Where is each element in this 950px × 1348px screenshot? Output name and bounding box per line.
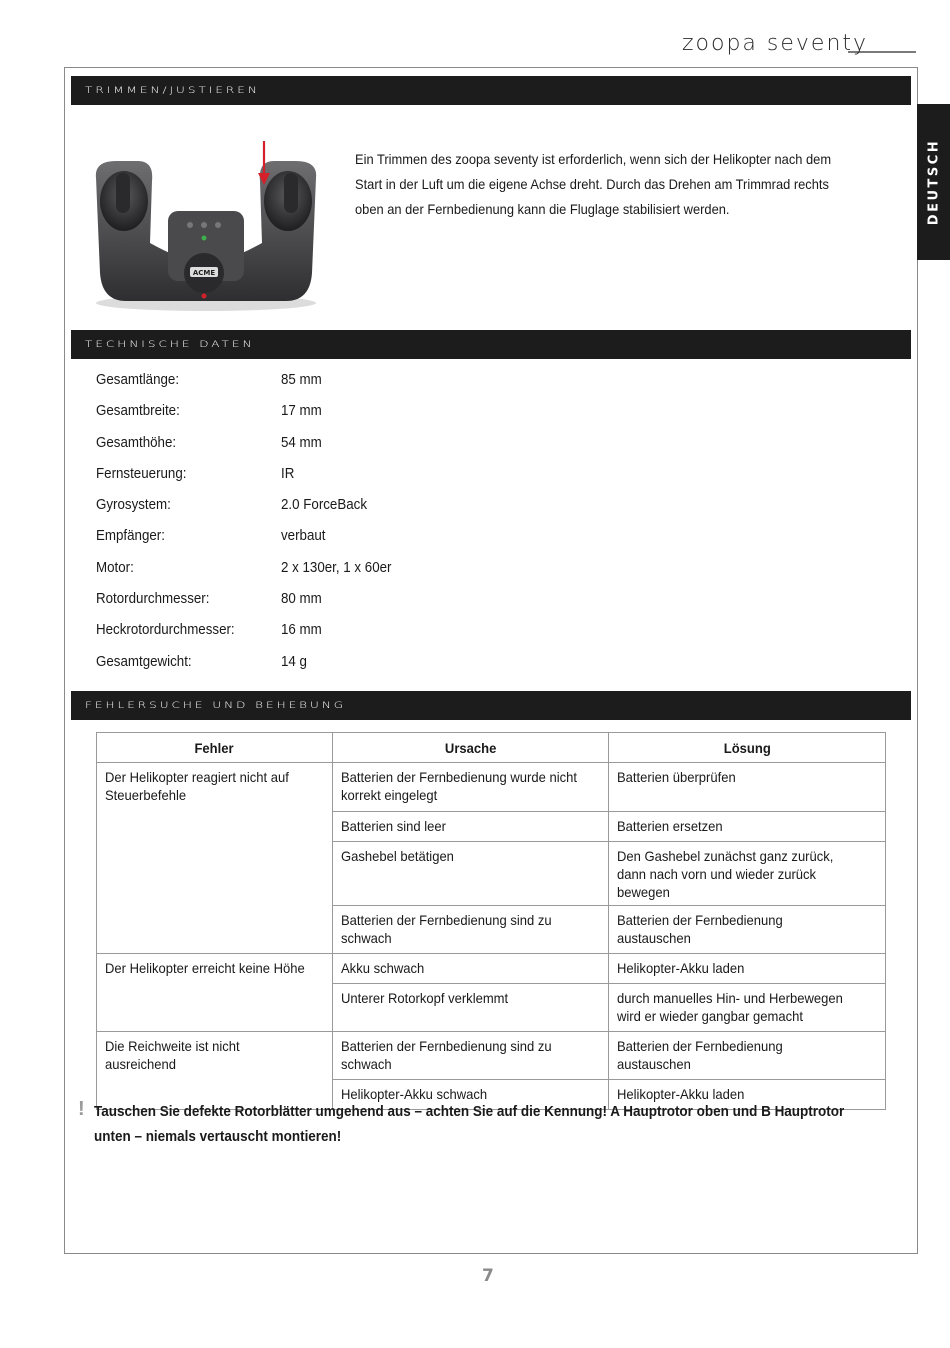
- spec-value: 2 x 130er, 1 x 60er: [281, 559, 392, 576]
- spec-label: Gesamtlänge:: [96, 372, 180, 388]
- solution-text: Helikopter-Akku laden: [617, 1086, 745, 1102]
- solution-text: Batterien überprüfen: [617, 769, 737, 785]
- spec-label: Gyrosystem:: [96, 497, 171, 514]
- spec-label: Gesamtgewicht:: [96, 653, 192, 670]
- table-row: [97, 1032, 886, 1080]
- spec-label: Heckrotordurchmesser:: [96, 622, 235, 639]
- cause-text: Unterer Rotorkopf verklemmt: [340, 990, 508, 1006]
- cause-cell: [332, 906, 609, 954]
- spec-label: Gesamthöhe:: [96, 434, 177, 451]
- cause-cell: [332, 984, 609, 1032]
- spec-row: [96, 524, 596, 555]
- fault-cell: [97, 763, 333, 954]
- spec-label: Fernsteuerung:: [96, 465, 187, 482]
- fault-text: Der Helikopter reagiert nicht auf Steuerbefehle: [105, 769, 289, 803]
- cause-cell: [332, 763, 609, 812]
- language-label: DEUTSCH: [926, 138, 941, 226]
- section-title: TECHNISCHE DATEN: [85, 338, 255, 350]
- solution-text: Batterien ersetzen: [617, 818, 724, 834]
- spec-row: [96, 493, 596, 524]
- table-header-row: [97, 733, 886, 763]
- spec-value: 14 g: [281, 653, 307, 670]
- logo-text: ACME: [192, 269, 216, 277]
- spec-value: 85 mm: [281, 372, 322, 388]
- brand-logo-graphic: [680, 28, 920, 62]
- solution-cell: [609, 906, 886, 954]
- cause-cell: [332, 1032, 609, 1080]
- spec-value: verbaut: [281, 528, 326, 545]
- cause-cell: [332, 954, 609, 984]
- specs-list: [96, 368, 596, 681]
- column-header-label: Fehler: [194, 740, 234, 756]
- solution-cell: [609, 1032, 886, 1080]
- section-header-faults: [71, 691, 911, 720]
- cause-text: Akku schwach: [340, 960, 424, 976]
- troubleshooting-table: [96, 732, 886, 1110]
- spec-row: [96, 650, 596, 681]
- solution-text: Den Gashebel zunächst ganz zurück, dann nach vorn und wieder zurück bewegen: [617, 848, 834, 900]
- cause-cell: [332, 812, 609, 842]
- column-header-label: Ursache: [444, 740, 497, 756]
- table-row: [97, 763, 886, 812]
- solution-cell: [609, 984, 886, 1032]
- fault-cell: [97, 1032, 333, 1110]
- table-row: [97, 954, 886, 984]
- solution-cell: [609, 954, 886, 984]
- fault-text: Die Reichweite ist nicht ausreichend: [105, 1038, 240, 1072]
- warning-icon: !: [78, 1098, 85, 1120]
- spec-row: [96, 431, 596, 462]
- spec-row: [96, 462, 596, 493]
- spec-row: [96, 368, 596, 399]
- spec-value: 80 mm: [281, 591, 322, 608]
- solution-cell: [609, 812, 886, 842]
- spec-row: [96, 556, 596, 587]
- spec-row: [96, 399, 596, 430]
- page-number: 7: [482, 1266, 494, 1286]
- cause-text: Batterien der Fernbedienung sind zu schwach: [340, 912, 552, 946]
- trim-description: Ein Trimmen des zoopa seventy ist erforderlich, wenn sich der Helikopter nach dem Start in der Luft um die eigene Achse dreht. Durch das Drehen am Trimmrad rechts oben an der Fernbedienung kann die Fluglage stabilisiert werden.: [355, 151, 832, 217]
- solution-cell: [609, 842, 886, 906]
- spec-value: IR: [281, 465, 295, 482]
- brand-text: zoopa seventy: [682, 31, 869, 56]
- cause-cell: [332, 842, 609, 906]
- cause-text: Batterien der Fernbedienung wurde nicht korrekt eingelegt: [340, 769, 577, 803]
- spec-value: 17 mm: [281, 403, 322, 420]
- column-header: [609, 733, 886, 763]
- spec-label: Motor:: [96, 559, 134, 576]
- remote-control-image: [86, 133, 326, 313]
- solution-text: Batterien der Fernbedienung austauschen: [617, 1038, 784, 1072]
- solution-text: Batterien der Fernbedienung austauschen: [617, 912, 784, 946]
- solution-text: Helikopter-Akku laden: [617, 960, 745, 976]
- cause-text: Batterien der Fernbedienung sind zu schwach: [340, 1038, 552, 1072]
- spec-label: Rotordurchmesser:: [96, 591, 210, 608]
- cause-text: Batterien sind leer: [340, 818, 446, 834]
- fault-cell: [97, 954, 333, 1032]
- fault-text: Der Helikopter erreicht keine Höhe: [105, 960, 305, 976]
- cause-text: Helikopter-Akku schwach: [340, 1086, 487, 1102]
- spec-row: [96, 587, 596, 618]
- spec-value: 16 mm: [281, 622, 322, 639]
- spec-value: 54 mm: [281, 434, 322, 451]
- section-title: TRIMMEN/JUSTIEREN: [85, 84, 260, 96]
- column-header: [97, 733, 333, 763]
- spec-row: [96, 618, 596, 649]
- section-header-trim: [71, 76, 911, 105]
- section-header-specs: [71, 330, 911, 359]
- spec-label: Empfänger:: [96, 528, 165, 545]
- brand-logo: [680, 28, 920, 62]
- spec-value: 2.0 ForceBack: [281, 497, 368, 514]
- language-tab: [917, 104, 950, 260]
- section-title: FEHLERSUCHE UND BEHEBUNG: [85, 699, 347, 711]
- warning-text: Tauschen Sie defekte Rotorblätter umgehend aus – achten Sie auf die Kennung! A Hauptrotor oben und B Hauptrotor unten – niemals vertauscht montieren!: [94, 1104, 845, 1145]
- column-header-label: Lösung: [723, 740, 771, 756]
- solution-text: durch manuelles Hin- und Herbewegen wird er wieder gangbar gemacht: [617, 990, 844, 1024]
- spec-label: Gesamtbreite:: [96, 403, 180, 420]
- cause-text: Gashebel betätigen: [340, 848, 454, 864]
- solution-cell: [609, 763, 886, 812]
- column-header: [332, 733, 609, 763]
- remote-control-graphic: [86, 133, 326, 313]
